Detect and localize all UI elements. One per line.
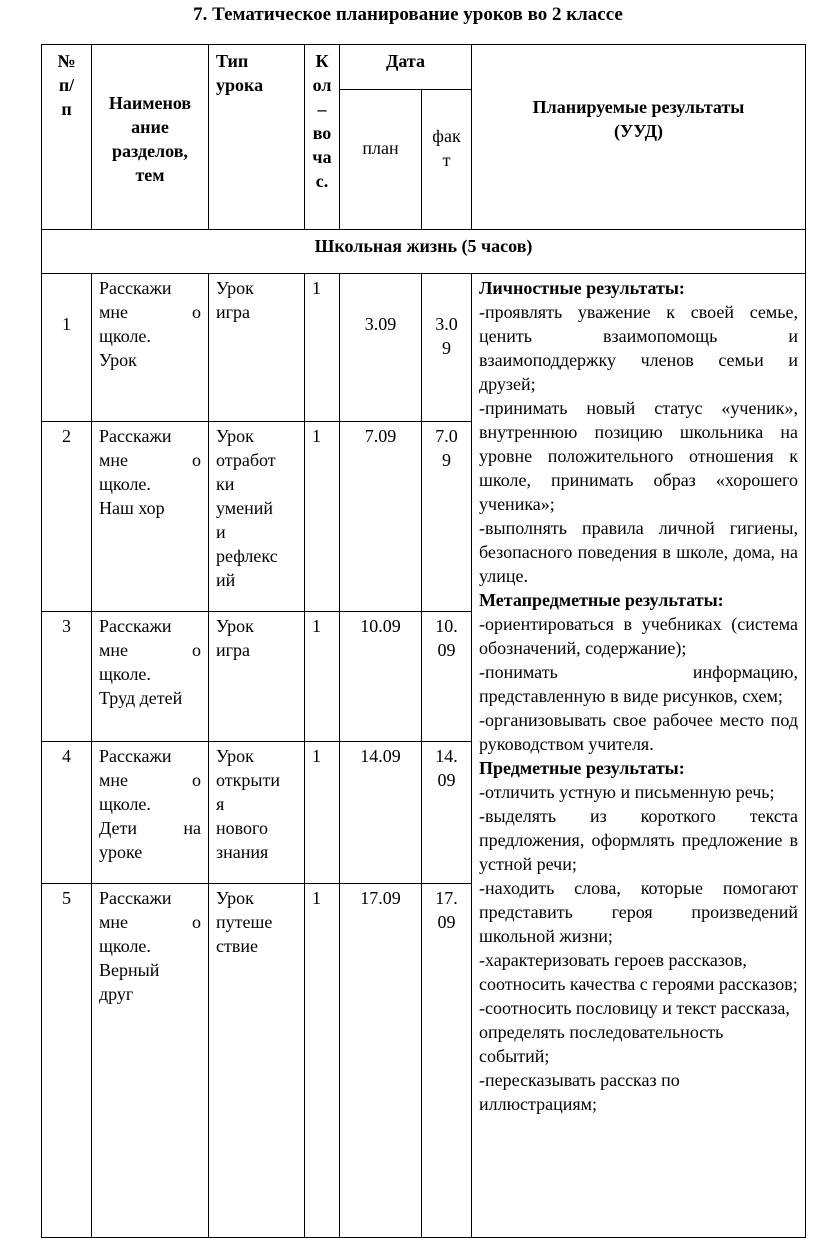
row-fact: 17. 09	[422, 884, 472, 1238]
header-name: Наименов ание разделов, тем	[92, 45, 209, 230]
result-item: -проявлять уважение к своей семье, ценить взаимопомощь и взаимоподдержку членов семьи и друзей;	[479, 302, 798, 394]
planned-results	[472, 274, 806, 1238]
row-fact: 3.0 9	[422, 274, 472, 422]
result-item: -находить слова, которые помогают представить героя произведений школьной жизни;	[479, 878, 798, 946]
header-fact: фак т	[422, 90, 472, 230]
row-plan: 7.09	[340, 422, 422, 612]
row-plan: 10.09	[340, 612, 422, 742]
row-fact: 14. 09	[422, 742, 472, 884]
row-fact: 10. 09	[422, 612, 472, 742]
result-item: -характеризовать героев рассказов, соотносить качества с героями рассказов;	[479, 950, 798, 994]
row-hours: 1	[305, 274, 340, 422]
row-fact: 7.0 9	[422, 422, 472, 612]
row-type: Урок путеше ствие	[209, 884, 305, 1238]
row-name: Расскажи мне о щколе. Наш хор	[92, 422, 209, 612]
row-hours: 1	[305, 884, 340, 1238]
row-name: Расскажи мне о щколе. Труд детей	[92, 612, 209, 742]
result-item: -понимать информацию, представленную в виде рисунков, схем;	[479, 662, 798, 706]
row-type: Урок отработ ки умений и рефлекс ий	[209, 422, 305, 612]
lesson-plan-table	[41, 44, 806, 1238]
header-results: Планируемые результаты (УУД)	[472, 45, 806, 230]
meta-results-title: Метапредметные результаты:	[479, 590, 724, 610]
result-item: -пересказывать рассказ по иллюстрациям;	[479, 1070, 680, 1114]
row-num: 2	[42, 422, 92, 612]
row-num: 5	[42, 884, 92, 1238]
row-type: Урок игра	[209, 612, 305, 742]
row-name: Расскажи мне о щколе. Верный друг	[92, 884, 209, 1238]
header-date: Дата	[340, 45, 472, 90]
result-item: -выделять из короткого текста предложения, оформлять предложение в устной речи;	[479, 806, 798, 874]
result-item: -выполнять правила личной гигиены, безопасного поведения в школе, дома, на улице.	[479, 518, 798, 586]
section-title: Школьная жизнь (5 часов)	[42, 230, 806, 274]
result-item: -ориентироваться в учебниках (система обозначений, содержание);	[479, 614, 798, 658]
row-num: 4	[42, 742, 92, 884]
header-hours: К ол – во ча с.	[305, 45, 340, 230]
row-hours: 1	[305, 422, 340, 612]
subject-results-title: Предметные результаты:	[479, 758, 685, 778]
row-num: 3	[42, 612, 92, 742]
row-hours: 1	[305, 742, 340, 884]
row-type: Урок открыти я нового знания	[209, 742, 305, 884]
row-hours: 1	[305, 612, 340, 742]
result-item: -отличить устную и письменную речь;	[479, 782, 775, 802]
row-plan: 14.09	[340, 742, 422, 884]
header-num: № п/ п	[42, 45, 92, 230]
row-name: Расскажи мне о щколе. Урок	[92, 274, 209, 422]
result-item: -принимать новый статус «ученик», внутреннюю позицию школьника на уровне положительного отношения к школе, принимать образ «хорошего ученика»;	[479, 398, 798, 514]
row-type: Урок игра	[209, 274, 305, 422]
row-plan: 17.09	[340, 884, 422, 1238]
page-title: 7. Тематическое планирование уроков во 2 классе	[193, 4, 623, 25]
row-num: 1	[42, 274, 92, 422]
result-item: -соотносить пословицу и текст рассказа, определять последовательность событий;	[479, 998, 790, 1066]
header-plan: план	[340, 90, 422, 230]
result-item: -организовывать свое рабочее место под руководством учителя.	[479, 710, 798, 754]
personal-results-title: Личностные результаты:	[479, 278, 685, 298]
header-type: Тип урока	[209, 45, 305, 230]
row-plan: 3.09	[340, 274, 422, 422]
row-name: Расскажи мне о щколе. Дети на уроке	[92, 742, 209, 884]
